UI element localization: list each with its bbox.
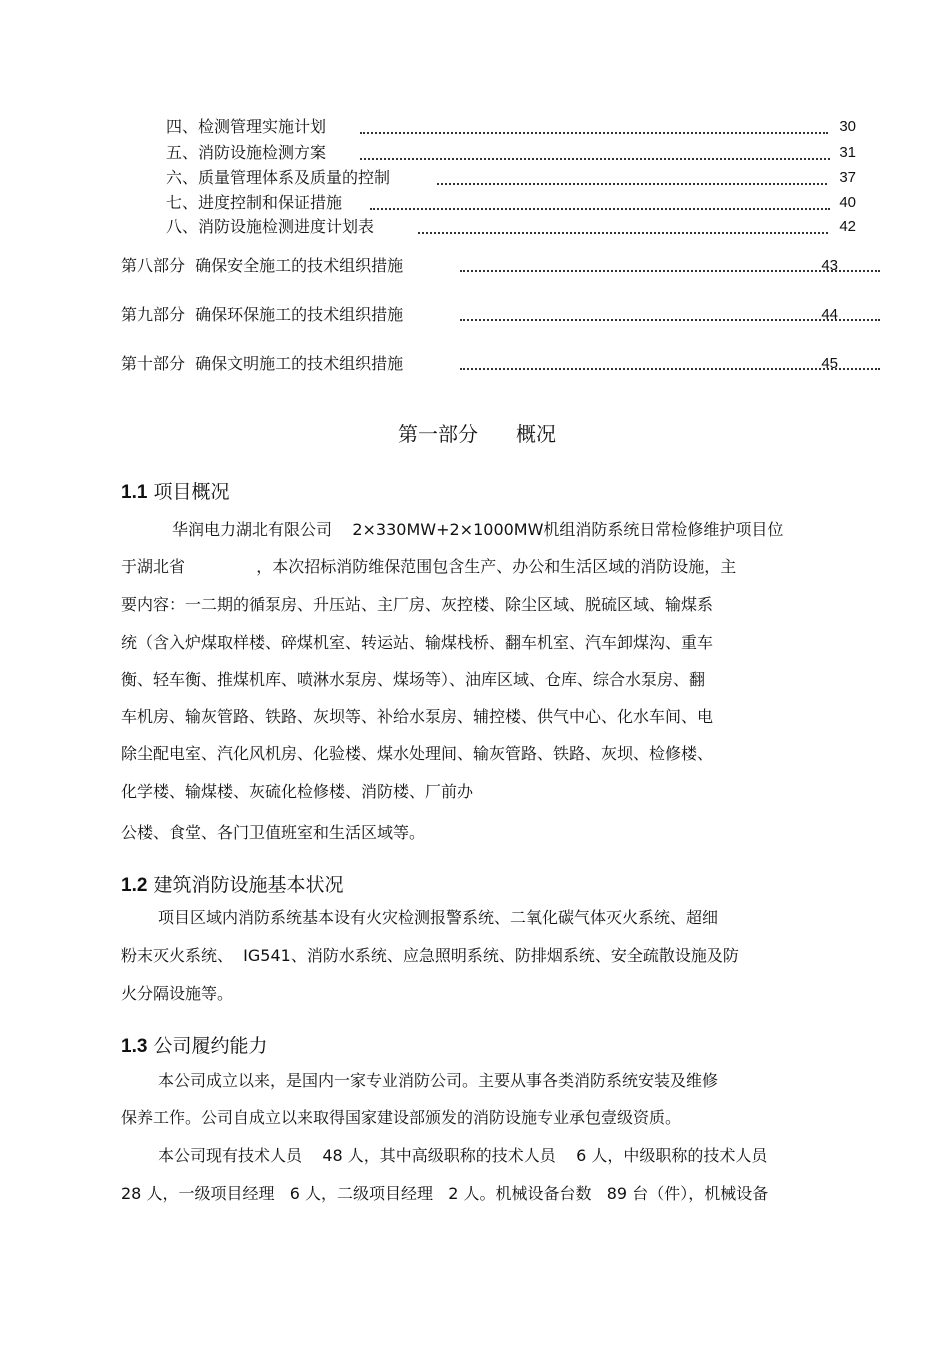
section-title: 第一部分 [398,422,478,446]
toc-entry-page[interactable]: 30 [839,118,856,135]
text-line: 项目区域内消防系统基本设有火灾检测报警系统、二氧化碳气体灭火系统、超细 [158,908,719,927]
heading-text: 项目概况 [153,481,230,503]
heading-number: 1.1 [121,482,148,503]
text-line: 公楼、食堂、各门卫值班室和生活区域等。 [121,823,426,842]
toc-entry-label[interactable]: 七、进度控制和保证措施 [166,193,343,212]
toc-entry-label[interactable]: 六、质量管理体系及质量的控制 [166,168,391,187]
toc-entry-page[interactable]: 31 [839,144,856,161]
heading-1-1 [121,479,229,506]
text-line: 要内容：一二期的循泵房、升压站、主厂房、灰控楼、除尘区域、脱硫区域、输煤系 [121,595,714,614]
text-line: 于湖北省 ，本次招标消防维保范围包含生产、办公和生活区域的消防设施，主 [121,557,737,576]
text-line: 华润电力湖北有限公司 2×330MW+2×1000MW机组消防系统日常检修维护项目位 [172,520,784,539]
toc-entry-label[interactable]: 八、消防设施检测进度计划表 [166,217,375,236]
text-line: 本公司成立以来，是国内一家专业消防公司。主要从事各类消防系统安装及维修 [158,1071,719,1090]
text-line: 衡、轻车衡、推煤机库、喷淋水泵房、煤场等）、油库区域、仓库、综合水泵房、翻 [121,670,706,689]
section-subtitle: 概况 [516,422,556,446]
heading-number: 1.2 [121,875,148,896]
toc-part-page[interactable]: 44 [821,306,838,323]
text-line: 车机房、输灰管路、铁路、灰坝等、补给水泵房、辅控楼、供气中心、化水车间、电 [121,707,714,726]
toc-entry-page[interactable]: 40 [839,194,856,211]
text-line: 28 人，一级项目经理 6 人，二级项目经理 2 人。机械设备台数 89 台（件），机械设备 [121,1184,769,1203]
toc-part-page[interactable]: 43 [821,257,838,274]
text-line: 粉末灭火系统、 IG541、消防水系统、应急照明系统、防排烟系统、安全疏散设施及防 [121,946,739,965]
toc-part-label[interactable]: 第十部分 确保文明施工的技术组织措施 [121,354,404,373]
toc-leader-dots [418,226,828,234]
toc-leader-dots [360,126,828,134]
toc-entry-label[interactable]: 四、检测管理实施计划 [166,117,327,136]
toc-part-page[interactable]: 45 [821,355,838,372]
text-line: 火分隔设施等。 [121,984,234,1003]
heading-1-3 [121,1033,267,1060]
toc-leader-dots [370,202,830,210]
toc-part-label[interactable]: 第八部分 确保安全施工的技术组织措施 [121,256,404,275]
toc-entry-page[interactable]: 37 [839,169,856,186]
heading-number: 1.3 [121,1036,148,1057]
toc-leader-dots [360,152,830,160]
text-line: 化学楼、输煤楼、灰硫化检修楼、消防楼、厂前办 [121,782,474,801]
toc-leader-dots [437,177,827,185]
toc-entry-page[interactable]: 42 [839,218,856,235]
text-line: 除尘配电室、汽化风机房、化验楼、煤水处理间、输灰管路、铁路、灰坝、检修楼、 [121,744,714,763]
toc-part-label[interactable]: 第九部分 确保环保施工的技术组织措施 [121,305,404,324]
heading-text: 公司履约能力 [153,1035,268,1057]
text-line: 本公司现有技术人员 48 人，其中高级职称的技术人员 6 人，中级职称的技术人员 [158,1146,768,1165]
text-line: 保养工作。公司自成立以来取得国家建设部颁发的消防设施专业承包壹级资质。 [121,1108,682,1127]
text-line: 统（含入炉煤取样楼、碎煤机室、转运站、输煤栈桥、翻车机室、汽车卸煤沟、重车 [121,633,714,652]
heading-1-2 [121,872,343,899]
heading-text: 建筑消防设施基本状况 [153,874,344,896]
toc-entry-label[interactable]: 五、消防设施检测方案 [166,143,327,162]
